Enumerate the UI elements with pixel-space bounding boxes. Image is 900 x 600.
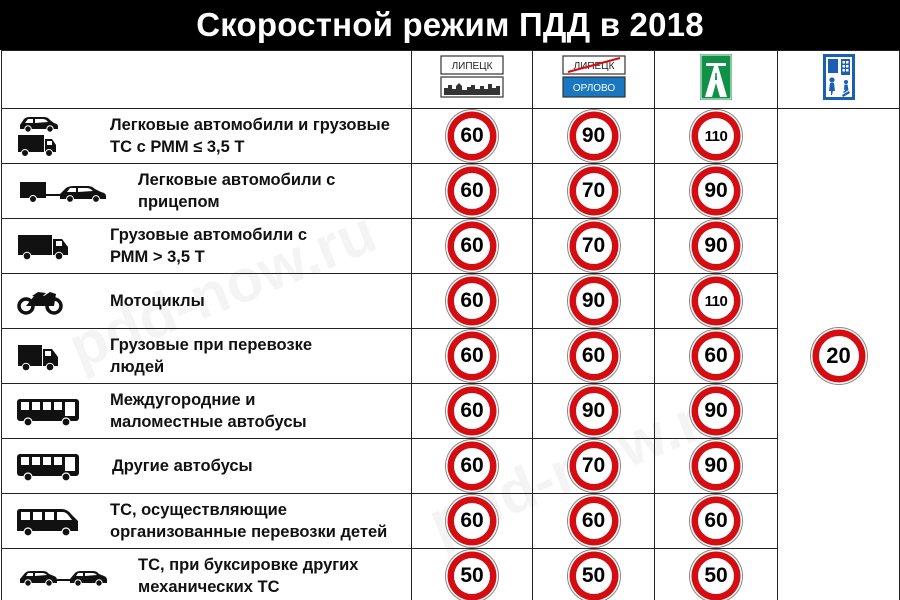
speed-table — [1, 50, 900, 600]
speed-limit-sign: 90 — [693, 388, 739, 434]
header-outside-cell — [533, 51, 655, 109]
motorcycle-icon — [14, 278, 84, 324]
table-row — [2, 494, 900, 549]
vehicle-type-cell — [2, 439, 412, 494]
table-row — [2, 274, 900, 329]
speed-limit-sign: 60 — [449, 113, 495, 159]
bus-icon — [14, 443, 84, 489]
header-city-cell — [412, 51, 533, 109]
residential-speed-cell — [778, 109, 900, 600]
city-end-sign-icon — [562, 55, 626, 99]
city-speed-cell — [412, 219, 533, 274]
vehicle-type-label: Другие автобусы — [112, 457, 253, 475]
motorway-speed-cell — [655, 329, 778, 384]
city-speed-cell — [412, 494, 533, 549]
speed-limit-sign: 90 — [693, 443, 739, 489]
speed-limit-sign: 60 — [449, 443, 495, 489]
speed-limit-sign: 60 — [571, 333, 617, 379]
speed-limit-sign: 60 — [449, 223, 495, 269]
car-truck-icon — [14, 113, 84, 159]
vehicle-type-label: Легковые автомобили с прицепом — [138, 171, 336, 211]
speed-limit-sign: 50 — [693, 553, 739, 599]
table-row — [2, 329, 900, 384]
vehicle-type-cell — [2, 494, 412, 549]
truck-icon — [14, 223, 84, 269]
motorway-speed-cell — [655, 219, 778, 274]
motorway-speed-cell — [655, 109, 778, 164]
speed-limit-sign: 60 — [449, 498, 495, 544]
speed-limit-sign: 50 — [571, 553, 617, 599]
van-icon — [14, 333, 84, 379]
speed-limit-sign: 90 — [571, 388, 617, 434]
header-residential-cell — [778, 51, 900, 109]
speed-limit-sign: 60 — [571, 498, 617, 544]
speed-limit-sign: 90 — [571, 113, 617, 159]
vehicle-type-cell — [2, 219, 412, 274]
speed-limit-sign: 90 — [571, 278, 617, 324]
city-speed-cell — [412, 109, 533, 164]
vehicle-type-cell — [2, 549, 412, 600]
speed-limit-sign: 60 — [449, 168, 495, 214]
motorway-sign-icon — [699, 53, 733, 101]
header-motorway-cell — [655, 51, 778, 109]
speed-limit-sign: 70 — [571, 443, 617, 489]
table-row — [2, 439, 900, 494]
outside-speed-cell — [533, 219, 655, 274]
motorway-speed-cell — [655, 439, 778, 494]
vehicle-type-label: Междугородние и маломестные автобусы — [110, 391, 307, 431]
residential-zone-sign-icon — [822, 53, 856, 101]
city-sign-text: ЛИПЕЦК — [451, 61, 493, 72]
outside-speed-cell — [533, 329, 655, 384]
speed-limit-sign: 60 — [693, 498, 739, 544]
outside-speed-cell — [533, 109, 655, 164]
outside-speed-cell — [533, 274, 655, 329]
speed-limit-sign: 70 — [571, 223, 617, 269]
table-header-row — [2, 51, 900, 109]
table-row — [2, 384, 900, 439]
speed-limit-sign: 110 — [693, 278, 739, 324]
table-row — [2, 219, 900, 274]
vehicle-type-label: ТС, при буксировке других механических ТС — [138, 556, 359, 596]
vehicle-type-label: Грузовые автомобили с РММ > 3,5 Т — [110, 226, 308, 266]
speed-limit-sign: 90 — [693, 223, 739, 269]
speed-limit-sign: 60 — [693, 333, 739, 379]
bus-icon — [14, 388, 84, 434]
page-title: Скоростной режим ПДД в 2018 — [0, 0, 900, 50]
vehicle-type-label: Грузовые при перевозке людей — [110, 336, 313, 376]
vehicle-type-label: Легковые автомобили и грузовые ТС с РММ ≤ 3,5 Т — [110, 116, 390, 156]
speed-limit-sign: 70 — [571, 168, 617, 214]
outside-speed-cell — [533, 384, 655, 439]
table-row — [2, 164, 900, 219]
speed-limit-sign: 60 — [449, 388, 495, 434]
speed-limit-sign: 20 — [814, 331, 864, 381]
vehicle-type-cell — [2, 109, 412, 164]
motorway-speed-cell — [655, 494, 778, 549]
city-start-sign-icon — [440, 55, 504, 99]
vehicle-type-cell — [2, 329, 412, 384]
motorway-speed-cell — [655, 549, 778, 600]
speed-limit-sign: 90 — [693, 168, 739, 214]
city-speed-cell — [412, 549, 533, 600]
motorway-speed-cell — [655, 384, 778, 439]
speed-limit-sign: 50 — [449, 553, 495, 599]
city-speed-cell — [412, 384, 533, 439]
outside-speed-cell — [533, 439, 655, 494]
speed-limit-sign: 60 — [449, 333, 495, 379]
outside-speed-cell — [533, 494, 655, 549]
city-speed-cell — [412, 164, 533, 219]
table-row — [2, 109, 900, 164]
speed-limit-sign: 60 — [449, 278, 495, 324]
minibus-icon — [14, 498, 84, 544]
city-speed-cell — [412, 274, 533, 329]
motorway-speed-cell — [655, 164, 778, 219]
header-empty-cell — [2, 51, 412, 109]
out-sign-text-bottom: ОРЛОВО — [572, 83, 615, 94]
vehicle-type-cell — [2, 164, 412, 219]
outside-speed-cell — [533, 164, 655, 219]
car-trailer-icon — [16, 168, 116, 214]
motorway-speed-cell — [655, 274, 778, 329]
table-row — [2, 549, 900, 600]
vehicle-type-label: ТС, осуществляющие организованные перевозки детей — [110, 501, 388, 541]
vehicle-type-cell — [2, 384, 412, 439]
out-sign-text-top: ЛИПЕЦК — [573, 61, 614, 72]
towing-cars-icon — [16, 553, 116, 599]
city-speed-cell — [412, 329, 533, 384]
vehicle-type-cell — [2, 274, 412, 329]
city-speed-cell — [412, 439, 533, 494]
speed-limit-sign: 110 — [693, 113, 739, 159]
outside-speed-cell — [533, 549, 655, 600]
vehicle-type-label: Мотоциклы — [110, 292, 205, 310]
